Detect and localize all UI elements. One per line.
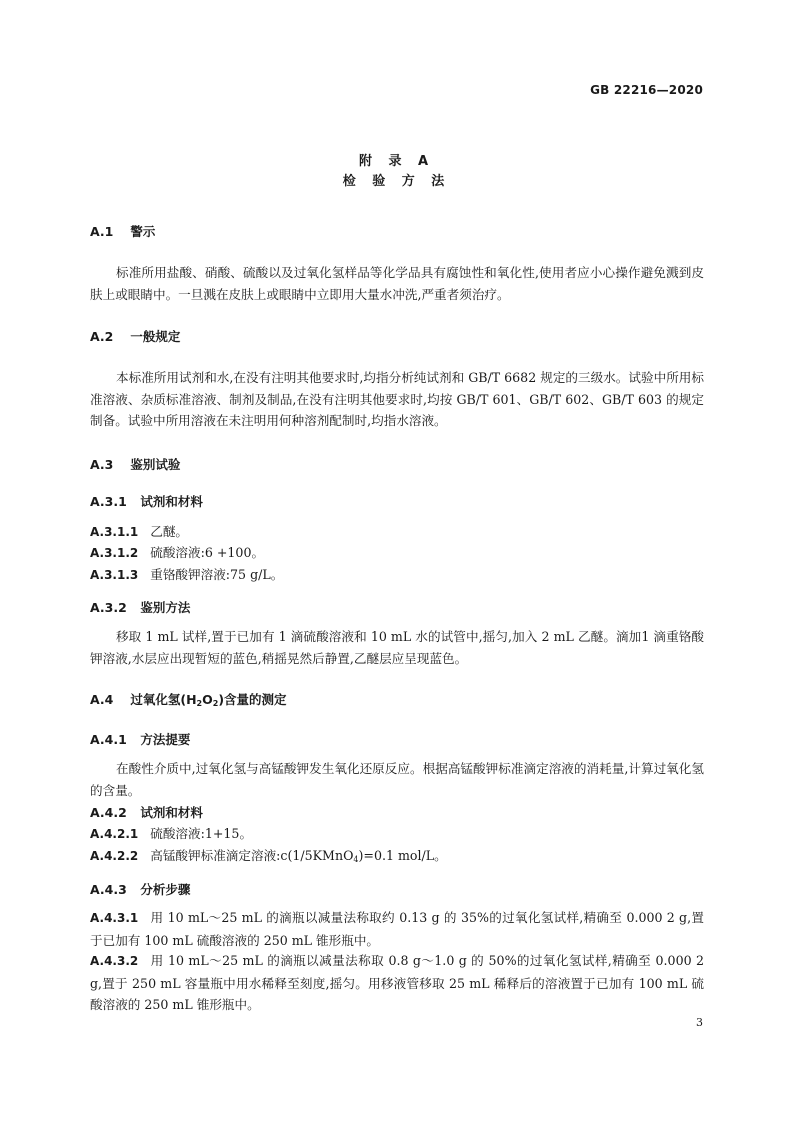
section-title: 鉴别试验 — [130, 457, 181, 472]
standard-code: GB 22216—2020 — [590, 83, 703, 97]
item-number: A.4.2.2 — [90, 849, 139, 863]
section-title: 一般规定 — [130, 329, 181, 344]
section-heading-a2 — [90, 327, 180, 345]
section-number: A.4.3 — [90, 882, 127, 897]
item-text: 乙醚。 — [150, 524, 189, 539]
item-text: 用 10 mL～25 mL 的滴瓶以减量法称取约 0.13 g 的 35%的过氧化氢试样,精确至 0.000 2 g,置于已加有 100 mL 硫酸溶液的 250 mL 锥形瓶中。 — [90, 910, 704, 948]
section-number: A.4.1 — [90, 732, 127, 747]
page-number: 3 — [696, 1016, 703, 1029]
section-heading-a41 — [90, 730, 190, 748]
section-title: 过氧化氢$(H_2O_2)$含量的测定 — [130, 692, 287, 708]
section-number: A.3.1 — [90, 494, 127, 509]
item-number: A.3.1.2 — [90, 546, 139, 560]
item-text: 重铬酸钾溶液:75 g/L。 — [150, 567, 284, 582]
list-item-a432 — [90, 950, 704, 1016]
list-item-a422 — [90, 845, 704, 871]
item-number: A.3.1.3 — [90, 568, 139, 582]
item-number: A.4.3.1 — [90, 911, 139, 925]
section-heading-a31 — [90, 492, 203, 510]
item-text: 用 10 mL～25 mL 的滴瓶以减量法称取 0.8 g～1.0 g 的 50%的过氧化氢试样,精确至 0.000 2 g,置于 250 mL 容量瓶中用水稀释至刻度,摇匀。用移液管移取 25 mL 稀释后的溶液置于已加有 100 mL 硫酸溶液的 250 mL 锥形瓶中。 — [90, 953, 704, 1012]
item-text: 高锰酸钾标准滴定溶液:c(1/5KMnO$_4$)=0.1 mol/L。 — [150, 848, 447, 864]
section-number: A.4 — [90, 692, 114, 707]
section-title: 方法提要 — [140, 732, 191, 747]
section-body-a1: 标准所用盐酸、硝酸、硫酸以及过氧化氢样品等化学品具有腐蚀性和氧化性,使用者应小心操作避免溅到皮肤上或眼睛中。一旦溅在皮肤上或眼睛中立即用大量水冲洗,严重者须治疗。 — [90, 265, 704, 302]
list-item-a421 — [90, 823, 704, 846]
section-heading-a3 — [90, 455, 180, 473]
section-title: 试剂和材料 — [140, 805, 203, 820]
section-heading-a32 — [90, 598, 190, 616]
list-item-a311 — [90, 521, 704, 544]
section-title: 警示 — [130, 224, 156, 239]
list-item-a312 — [90, 542, 704, 565]
section-number: A.3.2 — [90, 600, 127, 615]
section-heading-a42 — [90, 803, 203, 821]
item-number: A.4.3.2 — [90, 954, 139, 968]
section-heading-a43 — [90, 880, 190, 898]
section-body-a32: 移取 1 mL 试样,置于已加有 1 滴硫酸溶液和 10 mL 水的试管中,摇匀,加入 2 mL 乙醚。滴加1 滴重铬酸钾溶液,水层应出现暂短的蓝色,稍摇晃然后静置,乙醚层应呈现蓝色。 — [90, 629, 704, 666]
section-title: 鉴别方法 — [140, 600, 191, 615]
section-body-a2: 本标准所用试剂和水,在没有注明其他要求时,均指分析纯试剂和 GB/T 6682 规定的三级水。试验中所用标准溶液、杂质标准溶液、制剂及制品,在没有注明其他要求时,均按 GB/T 601、GB/T 602、GB/T 603 的规定制备。试验中所用溶液在未注明用何种溶剂配制时,均指水溶液。 — [90, 370, 704, 428]
list-item-a431 — [90, 907, 704, 951]
section-number: A.2 — [90, 329, 114, 344]
section-number: A.3 — [90, 457, 114, 472]
section-heading-a4 — [90, 690, 287, 708]
item-number: A.3.1.1 — [90, 525, 139, 539]
item-text: 硫酸溶液:1+15。 — [150, 826, 253, 841]
item-text: 硫酸溶液:6 +100。 — [150, 545, 265, 560]
section-title: 分析步骤 — [140, 882, 191, 897]
section-heading-a1 — [90, 222, 155, 240]
appendix-title: 检 验 方 法 — [342, 174, 451, 189]
section-title: 试剂和材料 — [140, 494, 203, 509]
section-number: A.1 — [90, 224, 114, 239]
item-number: A.4.2.1 — [90, 827, 139, 841]
section-number: A.4.2 — [90, 805, 127, 820]
list-item-a313 — [90, 564, 704, 587]
section-body-a41: 在酸性介质中,过氧化氢与高锰酸钾发生氧化还原反应。根据高锰酸钾标准滴定溶液的消耗量,计算过氧化氢的含量。 — [90, 761, 704, 798]
appendix-label: 附 录 A — [358, 154, 435, 169]
